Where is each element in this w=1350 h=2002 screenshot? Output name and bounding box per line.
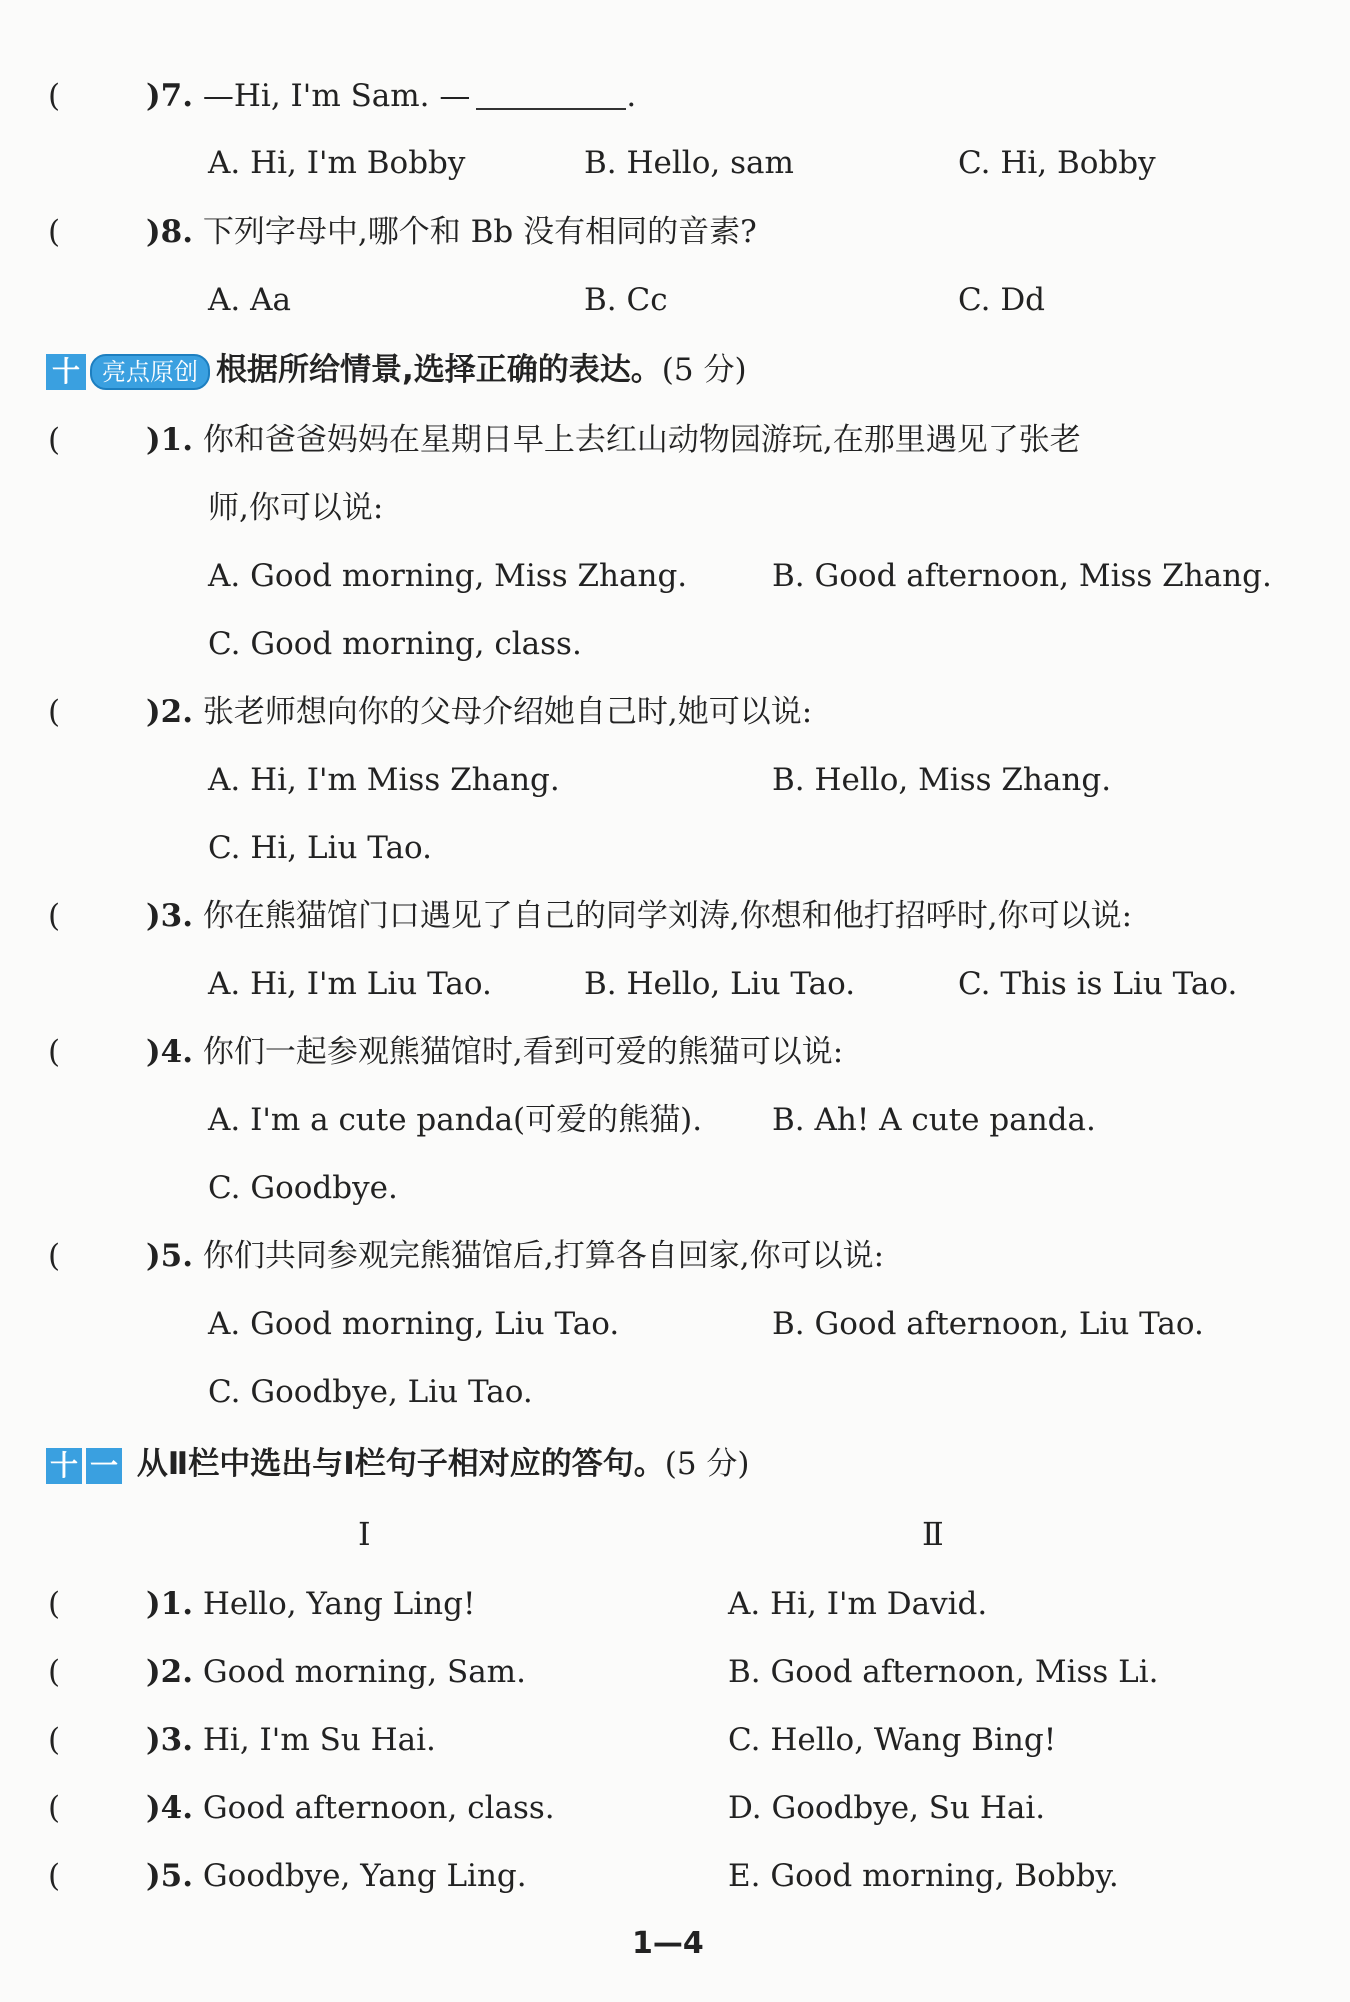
match-row-5	[146, 1856, 527, 1896]
s10-question-2	[146, 692, 812, 732]
option-a: A. Good morning, Miss Zhang.	[208, 558, 688, 594]
answer-paren: (	[48, 694, 61, 730]
option-a: A. Hi, I'm Bobby	[208, 145, 466, 181]
option-a: A. Hi, I'm Liu Tao.	[208, 966, 492, 1002]
match-right: E. Good morning, Bobby.	[728, 1858, 1119, 1894]
question-number: )7.	[146, 78, 194, 114]
question-text: 你们共同参观完熊猫馆后,打算各自回家,你可以说:	[202, 1238, 885, 1274]
option-b: B. Cc	[584, 282, 668, 318]
section-title: 根据所给情景,选择正确的表达。	[216, 352, 662, 388]
option-b: B. Ah! A cute panda.	[772, 1102, 1096, 1138]
option-a: A. Good morning, Liu Tao.	[208, 1306, 620, 1342]
question-text-continued: 师,你可以说:	[208, 490, 384, 526]
question-number: )1.	[146, 422, 194, 458]
option-c: C. Goodbye, Liu Tao.	[208, 1374, 533, 1410]
match-row-4	[146, 1788, 555, 1828]
option-c: C. This is Liu Tao.	[958, 966, 1238, 1002]
option-c: C. Dd	[958, 282, 1046, 318]
question-text: 你在熊猫馆门口遇见了自己的同学刘涛,你想和他打招呼时,你可以说:	[202, 898, 1133, 934]
option-a: A. I'm a cute panda(可爱的熊猫).	[208, 1102, 703, 1138]
option-b: B. Hello, Liu Tao.	[584, 966, 856, 1002]
option-c: C. Good morning, class.	[208, 626, 582, 662]
question-8	[146, 212, 757, 252]
question-number: )2.	[146, 1654, 194, 1690]
option-c: C. Hi, Bobby	[958, 145, 1156, 181]
match-row-3	[146, 1720, 436, 1760]
question-text: 你们一起参观熊猫馆时,看到可爱的熊猫可以说:	[202, 1034, 844, 1070]
answer-paren: (	[48, 78, 61, 114]
match-right: C. Hello, Wang Bing!	[728, 1722, 1057, 1758]
answer-paren: (	[48, 1654, 61, 1690]
match-left: Good morning, Sam.	[202, 1654, 526, 1690]
match-right: B. Good afternoon, Miss Li.	[728, 1654, 1159, 1690]
answer-paren: (	[48, 1722, 61, 1758]
section-score: (5 分)	[664, 1446, 750, 1482]
question-end: .	[626, 78, 637, 114]
question-number: )3.	[146, 898, 194, 934]
s10-question-5	[146, 1236, 884, 1276]
option-a: A. Aa	[208, 282, 291, 318]
match-row-2	[146, 1652, 526, 1692]
section-11-heading	[46, 1444, 750, 1484]
option-b: B. Good afternoon, Miss Zhang.	[772, 558, 1272, 594]
answer-paren: (	[48, 214, 61, 250]
question-number: )2.	[146, 694, 194, 730]
match-right: A. Hi, I'm David.	[728, 1586, 988, 1622]
question-number: )4.	[146, 1034, 194, 1070]
question-text: 你和爸爸妈妈在星期日早上去红山动物园游玩,在那里遇见了张老	[202, 422, 1081, 458]
match-row-1	[146, 1584, 475, 1624]
page-number: 1—4	[632, 1926, 704, 1961]
column-1-heading: Ⅰ	[358, 1515, 371, 1553]
column-2-heading: Ⅱ	[922, 1515, 944, 1553]
option-c: C. Hi, Liu Tao.	[208, 830, 433, 866]
answer-paren: (	[48, 422, 61, 458]
match-left: Goodbye, Yang Ling.	[202, 1858, 527, 1894]
option-b: B. Good afternoon, Liu Tao.	[772, 1306, 1204, 1342]
original-tag: 亮点原创	[90, 354, 210, 390]
s10-question-3	[146, 896, 1132, 936]
answer-paren: (	[48, 898, 61, 934]
answer-blank[interactable]	[476, 80, 626, 110]
section-number-badge: 一	[86, 1448, 122, 1484]
answer-paren: (	[48, 1034, 61, 1070]
section-number-badge: 十	[46, 1448, 82, 1484]
option-b: B. Hello, Miss Zhang.	[772, 762, 1112, 798]
match-left: Hi, I'm Su Hai.	[202, 1722, 436, 1758]
question-number: )5.	[146, 1238, 194, 1274]
option-a: A. Hi, I'm Miss Zhang.	[208, 762, 560, 798]
option-b: B. Hello, sam	[584, 145, 794, 181]
section-10-heading	[46, 350, 747, 390]
question-text: 张老师想向你的父母介绍她自己时,她可以说:	[202, 694, 813, 730]
question-number: )5.	[146, 1858, 194, 1894]
match-right: D. Goodbye, Su Hai.	[728, 1790, 1046, 1826]
answer-paren: (	[48, 1586, 61, 1622]
section-score: (5 分)	[661, 352, 747, 388]
question-number: )8.	[146, 214, 194, 250]
answer-paren: (	[48, 1858, 61, 1894]
option-c: C. Goodbye.	[208, 1170, 398, 1206]
s10-question-1	[146, 420, 1081, 460]
question-number: )1.	[146, 1586, 194, 1622]
match-left: Hello, Yang Ling!	[202, 1586, 476, 1622]
question-text: 下列字母中,哪个和 Bb 没有相同的音素?	[202, 214, 757, 250]
question-text: —Hi, I'm Sam. —	[202, 78, 471, 114]
s10-question-4	[146, 1032, 843, 1072]
question-number: )3.	[146, 1722, 194, 1758]
match-left: Good afternoon, class.	[202, 1790, 555, 1826]
section-title: 从Ⅱ栏中选出与Ⅰ栏句子相对应的答句。	[136, 1446, 665, 1482]
question-7	[146, 76, 636, 116]
section-number-badge: 十	[46, 354, 86, 390]
answer-paren: (	[48, 1238, 61, 1274]
answer-paren: (	[48, 1790, 61, 1826]
question-number: )4.	[146, 1790, 194, 1826]
